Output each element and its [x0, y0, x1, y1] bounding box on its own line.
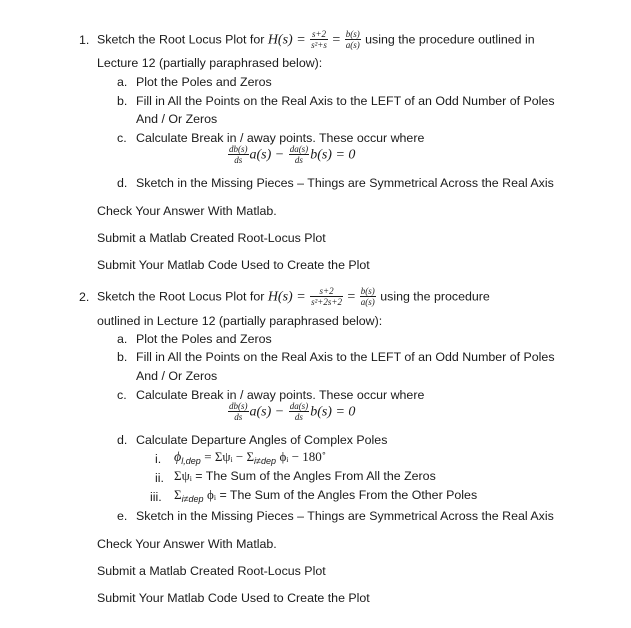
step-b-label: b.: [117, 350, 128, 364]
step-c-label: c.: [117, 388, 127, 402]
step-d-label: d.: [117, 176, 128, 190]
step-b-text-1: Fill in All the Points on the Real Axis to the LEFT of an Odd Number of Poles: [136, 94, 555, 108]
step-d-label: d.: [117, 433, 128, 447]
check-matlab-text: Check Your Answer With Matlab.: [97, 537, 277, 551]
step-c-text: Calculate Break in / away points. These occur where: [136, 131, 425, 145]
submit-code-text: Submit Your Matlab Code Used to Create the Plot: [97, 258, 370, 272]
departure-angle-formula: $\phi_{l,dep}$ = Σψᵢ − $\Sigma_{i\ne dep}$ ϕᵢ − 180˚: [174, 449, 327, 466]
breakaway-equation: $\frac{db(s)}{ds}$ a(s) − $\frac{da(s)}{ds}$ b(s) = 0: [229, 401, 356, 422]
step-d-text: Sketch in the Missing Pieces – Things are Symmetrical Across the Real Axis: [136, 176, 554, 190]
step-a-label: a.: [117, 332, 128, 346]
transfer-function-label: H(s) =: [267, 289, 306, 305]
problem-2-number: 2.: [79, 290, 90, 304]
ba-fraction: $\frac{b(s)}{a(s)}$: [360, 286, 375, 307]
problem-2-line-2: outlined in Lecture 12 (partially paraphrased below):: [97, 314, 383, 328]
step-c-label: c.: [117, 131, 127, 145]
submit-plot-text: Submit a Matlab Created Root-Locus Plot: [97, 564, 326, 578]
problem-2-intro: Sketch the Root Locus Plot for: [97, 289, 268, 304]
problem-2-line-1: Sketch the Root Locus Plot for H(s) = $\frac{s+2}{\text{s²+2s+2}}$ = $\frac{b(s)}{a(s)}$ using the procedure: [97, 286, 490, 307]
step-b-text-1: Fill in All the Points on the Real Axis to the LEFT of an Odd Number of Poles: [136, 350, 555, 364]
step-d-text: Calculate Departure Angles of Complex Poles: [136, 433, 388, 447]
transfer-function-label: H(s) =: [267, 32, 306, 48]
step-e-text: Sketch in the Missing Pieces – Things are Symmetrical Across the Real Axis: [136, 509, 554, 523]
zeros-angle-sum: Σψᵢ = The Sum of the Angles From All the Zeros: [174, 468, 436, 483]
problem-1-number: 1.: [79, 33, 90, 47]
submit-code-text: Submit Your Matlab Code Used to Create the Plot: [97, 591, 370, 605]
step-d-ii-label: ii.: [155, 471, 164, 485]
step-b-text-2: And / Or Zeros: [136, 369, 218, 383]
poles-angle-sum: $\Sigma_{i\ne dep}$ ϕᵢ = The Sum of the Angles From the Other Poles: [174, 487, 478, 504]
step-b-text-2: And / Or Zeros: [136, 112, 218, 126]
transfer-function-fraction: $\frac{s+2}{\text{s²+s}}$: [311, 29, 327, 50]
problem-1-line-1: Sketch the Root Locus Plot for H(s) = $\frac{s+2}{\text{s²+s}}$ = $\frac{b(s)}{a(s)}$ using the procedure outlined in: [97, 29, 535, 50]
step-d-i-label: i.: [155, 452, 162, 466]
step-a-text: Plot the Poles and Zeros: [136, 75, 272, 89]
step-a-label: a.: [117, 75, 128, 89]
submit-plot-text: Submit a Matlab Created Root-Locus Plot: [97, 231, 326, 245]
check-matlab-text: Check Your Answer With Matlab.: [97, 204, 277, 218]
breakaway-equation: $\frac{db(s)}{ds}$ a(s) − $\frac{da(s)}{ds}$ b(s) = 0: [229, 144, 356, 165]
step-d-iii-label: iii.: [150, 490, 162, 504]
problem-1-intro: Sketch the Root Locus Plot for: [97, 32, 268, 47]
step-e-label: e.: [117, 509, 128, 523]
problem-1-line-2: Lecture 12 (partially paraphrased below):: [97, 56, 323, 70]
transfer-function-fraction: $\frac{s+2}{\text{s²+2s+2}}$: [311, 286, 342, 307]
step-a-text: Plot the Poles and Zeros: [136, 332, 272, 346]
step-b-label: b.: [117, 94, 128, 108]
step-c-text: Calculate Break in / away points. These occur where: [136, 388, 425, 402]
ba-fraction: $\frac{b(s)}{a(s)}$: [345, 29, 360, 50]
